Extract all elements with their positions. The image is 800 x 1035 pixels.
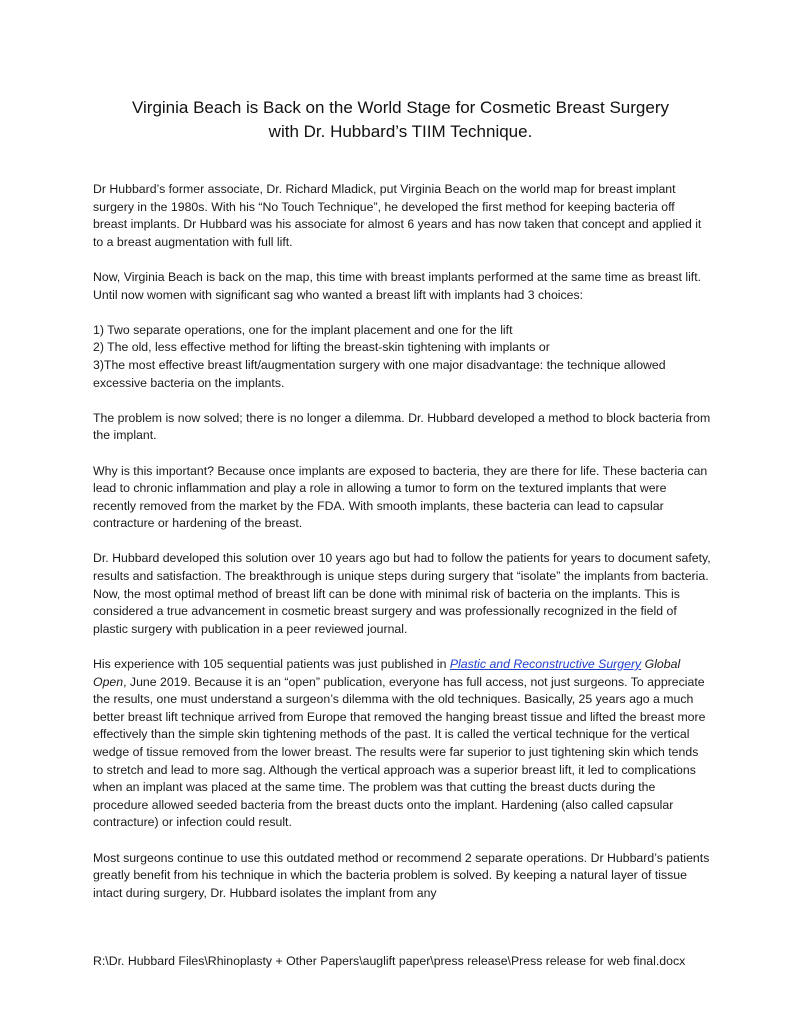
journal-link[interactable]: Plastic and Reconstructive Surgery — [449, 657, 642, 672]
paragraph-conclusion: Most surgeons continue to use this outdated method or recommend 2 separate operations. Dr Hubbard’s patients greatly benefit from his technique in which the bacteria problem is solved. By keeping a natural layer of tissue intact during surgery, Dr. Hubbard isolates the implant from any — [93, 850, 710, 900]
paragraph-publication — [93, 656, 712, 832]
choices-list — [93, 322, 712, 392]
document-title — [93, 96, 708, 144]
publication-text-start: His experience with 105 sequential patients was just published in — [93, 657, 450, 672]
file-path-footer: R:\Dr. Hubbard Files\Rhinoplasty + Other Papers\auglift paper\press release\Press release for web final.docx — [93, 954, 686, 968]
document-body — [93, 181, 712, 920]
publication-text-rest: , June 2019. Because it is an “open” publication, everyone has full access, not just surgeons. To appreciate the results, one must understand a surgeon’s dilemma with the old techniques. Basically, 25 years ago a much better breast lift technique arrived from Europe that removed the hanging breast tissue and lifted the breast more effectively than the simple skin tightening methods of the past. It is called the vertical technique for the vertical wedge of tissue removed from the lower breast. The results were far superior to just tightening skin which tends to stretch and lead to more sag. Although the vertical approach was a superior breast lift, it led to complications when an implant was placed at the same time. The problem was that cutting the breast ducts during the procedure allowed seeded bacteria from the breast ducts onto the implant. Hardening (also called capsular contracture) or infection could result. — [93, 674, 706, 830]
title-line-2: with Dr. Hubbard’s TIIM Technique. — [268, 122, 533, 141]
paragraph-importance: Why is this important? Because once implants are exposed to bacteria, they are there for life. These bacteria can lead to chronic inflammation and play a role in allowing a tumor to form on the textured implants that were recently removed from the market by the FDA. With smooth implants, these bacteria can lead to capsular contracture or hardening of the breast. — [93, 463, 708, 531]
list-item: 3)The most effective breast lift/augmentation surgery with one major disadvantage: the technique allowed excessive bacteria on the implants. — [93, 357, 666, 390]
journal-name-italic: Global Open — [93, 657, 681, 689]
list-item: 2) The old, less effective method for lifting the breast-skin tightening with implants or — [93, 340, 550, 355]
paragraph-intro: Dr Hubbard’s former associate, Dr. Richard Mladick, put Virginia Beach on the world map for breast implant surgery in the 1980s. With his “No Touch Technique”, he developed the first method for keeping bacteria off breast implants. Dr Hubbard was his associate for almost 6 years and has now taken that concept and applied it to a breast augmentation with full lift. — [93, 182, 702, 249]
paragraph-solution: The problem is now solved; there is no longer a dilemma. Dr. Hubbard developed a method to block bacteria from the implant. — [93, 410, 711, 443]
paragraph-choices: Now, Virginia Beach is back on the map, this time with breast implants performed at the same time as breast lift. Until now women with significant sag who wanted a breast lift with implants had 3 choices: — [93, 269, 702, 302]
paragraph-development: Dr. Hubbard developed this solution over 10 years ago but had to follow the patients for years to document safety, results and satisfaction. The breakthrough is unique steps during surgery that “isolate” the implants from bacteria. Now, the most optimal method of breast lift can be done with minimal risk of bacteria on the implants. This is considered a true advancement in cosmetic breast surgery and was professionally recognized in the field of plastic surgery with publication in a peer reviewed journal. — [93, 551, 711, 636]
title-line-1: Virginia Beach is Back on the World Stage for Cosmetic Breast Surgery — [131, 98, 669, 117]
list-item: 1) Two separate operations, one for the implant placement and one for the lift — [93, 322, 513, 337]
